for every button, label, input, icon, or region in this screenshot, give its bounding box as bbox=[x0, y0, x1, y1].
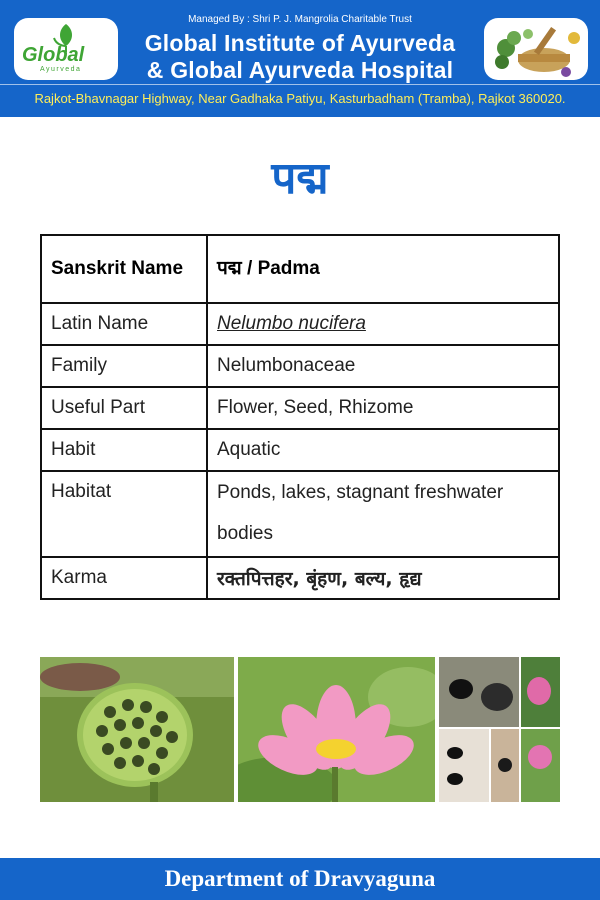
karma-label: Karma bbox=[41, 557, 207, 599]
lotus-seeds-collage-photo bbox=[439, 657, 560, 802]
table-row-habitat bbox=[41, 471, 559, 557]
sanskrit-name-roman: / Padma bbox=[241, 258, 320, 279]
address-text: Rajkot-Bhavnagar Highway, Near Gadhaka Patiyu, Kasturbadham (Tramba), Rajkot 360020. bbox=[34, 91, 566, 106]
table-row-karma bbox=[41, 557, 559, 599]
institute-title: Global Institute of Ayurveda bbox=[144, 30, 456, 56]
habitat-label: Habitat bbox=[41, 471, 207, 557]
sanskrit-name-value bbox=[207, 235, 559, 303]
useful-part-value: Flower, Seed, Rhizome bbox=[207, 387, 559, 429]
lotus-seed-pod-photo bbox=[40, 657, 234, 802]
table-row-habit bbox=[41, 429, 559, 471]
department-name: Department of Dravyaguna bbox=[164, 866, 436, 891]
plant-info-table bbox=[40, 234, 560, 600]
mortar-herbs-icon bbox=[484, 18, 588, 80]
habit-value: Aquatic bbox=[207, 429, 559, 471]
herb-image bbox=[484, 18, 588, 80]
table-row-useful-part bbox=[41, 387, 559, 429]
sanskrit-name-devanagari: पद्म bbox=[217, 257, 242, 279]
header-divider bbox=[0, 84, 600, 85]
managed-by-text: Managed By : Shri P. J. Mangrolia Charitable Trust bbox=[188, 14, 412, 25]
logo-subtext: Ayurveda bbox=[40, 66, 82, 73]
useful-part-label: Useful Part bbox=[41, 387, 207, 429]
family-label: Family bbox=[41, 345, 207, 387]
habitat-value: Ponds, lakes, stagnant freshwater bodies bbox=[207, 471, 559, 557]
habit-label: Habit bbox=[41, 429, 207, 471]
hospital-title: & Global Ayurveda Hospital bbox=[146, 57, 454, 83]
logo-text: Global bbox=[22, 44, 85, 66]
page-title: पद्म bbox=[271, 153, 329, 204]
footer-banner bbox=[0, 858, 600, 900]
sanskrit-name-label: Sanskrit Name bbox=[41, 235, 207, 303]
table-row-latin bbox=[41, 303, 559, 345]
table-row-family bbox=[41, 345, 559, 387]
karma-value: रक्तपित्तहर, बृंहण, बल्य, हृद्य bbox=[207, 557, 559, 599]
table-row-sanskrit bbox=[41, 235, 559, 303]
header-banner bbox=[0, 0, 600, 117]
latin-name-label: Latin Name bbox=[41, 303, 207, 345]
family-value: Nelumbonaceae bbox=[207, 345, 559, 387]
lotus-flower-photo bbox=[238, 657, 435, 802]
latin-name-value: Nelumbo nucifera bbox=[207, 303, 559, 345]
